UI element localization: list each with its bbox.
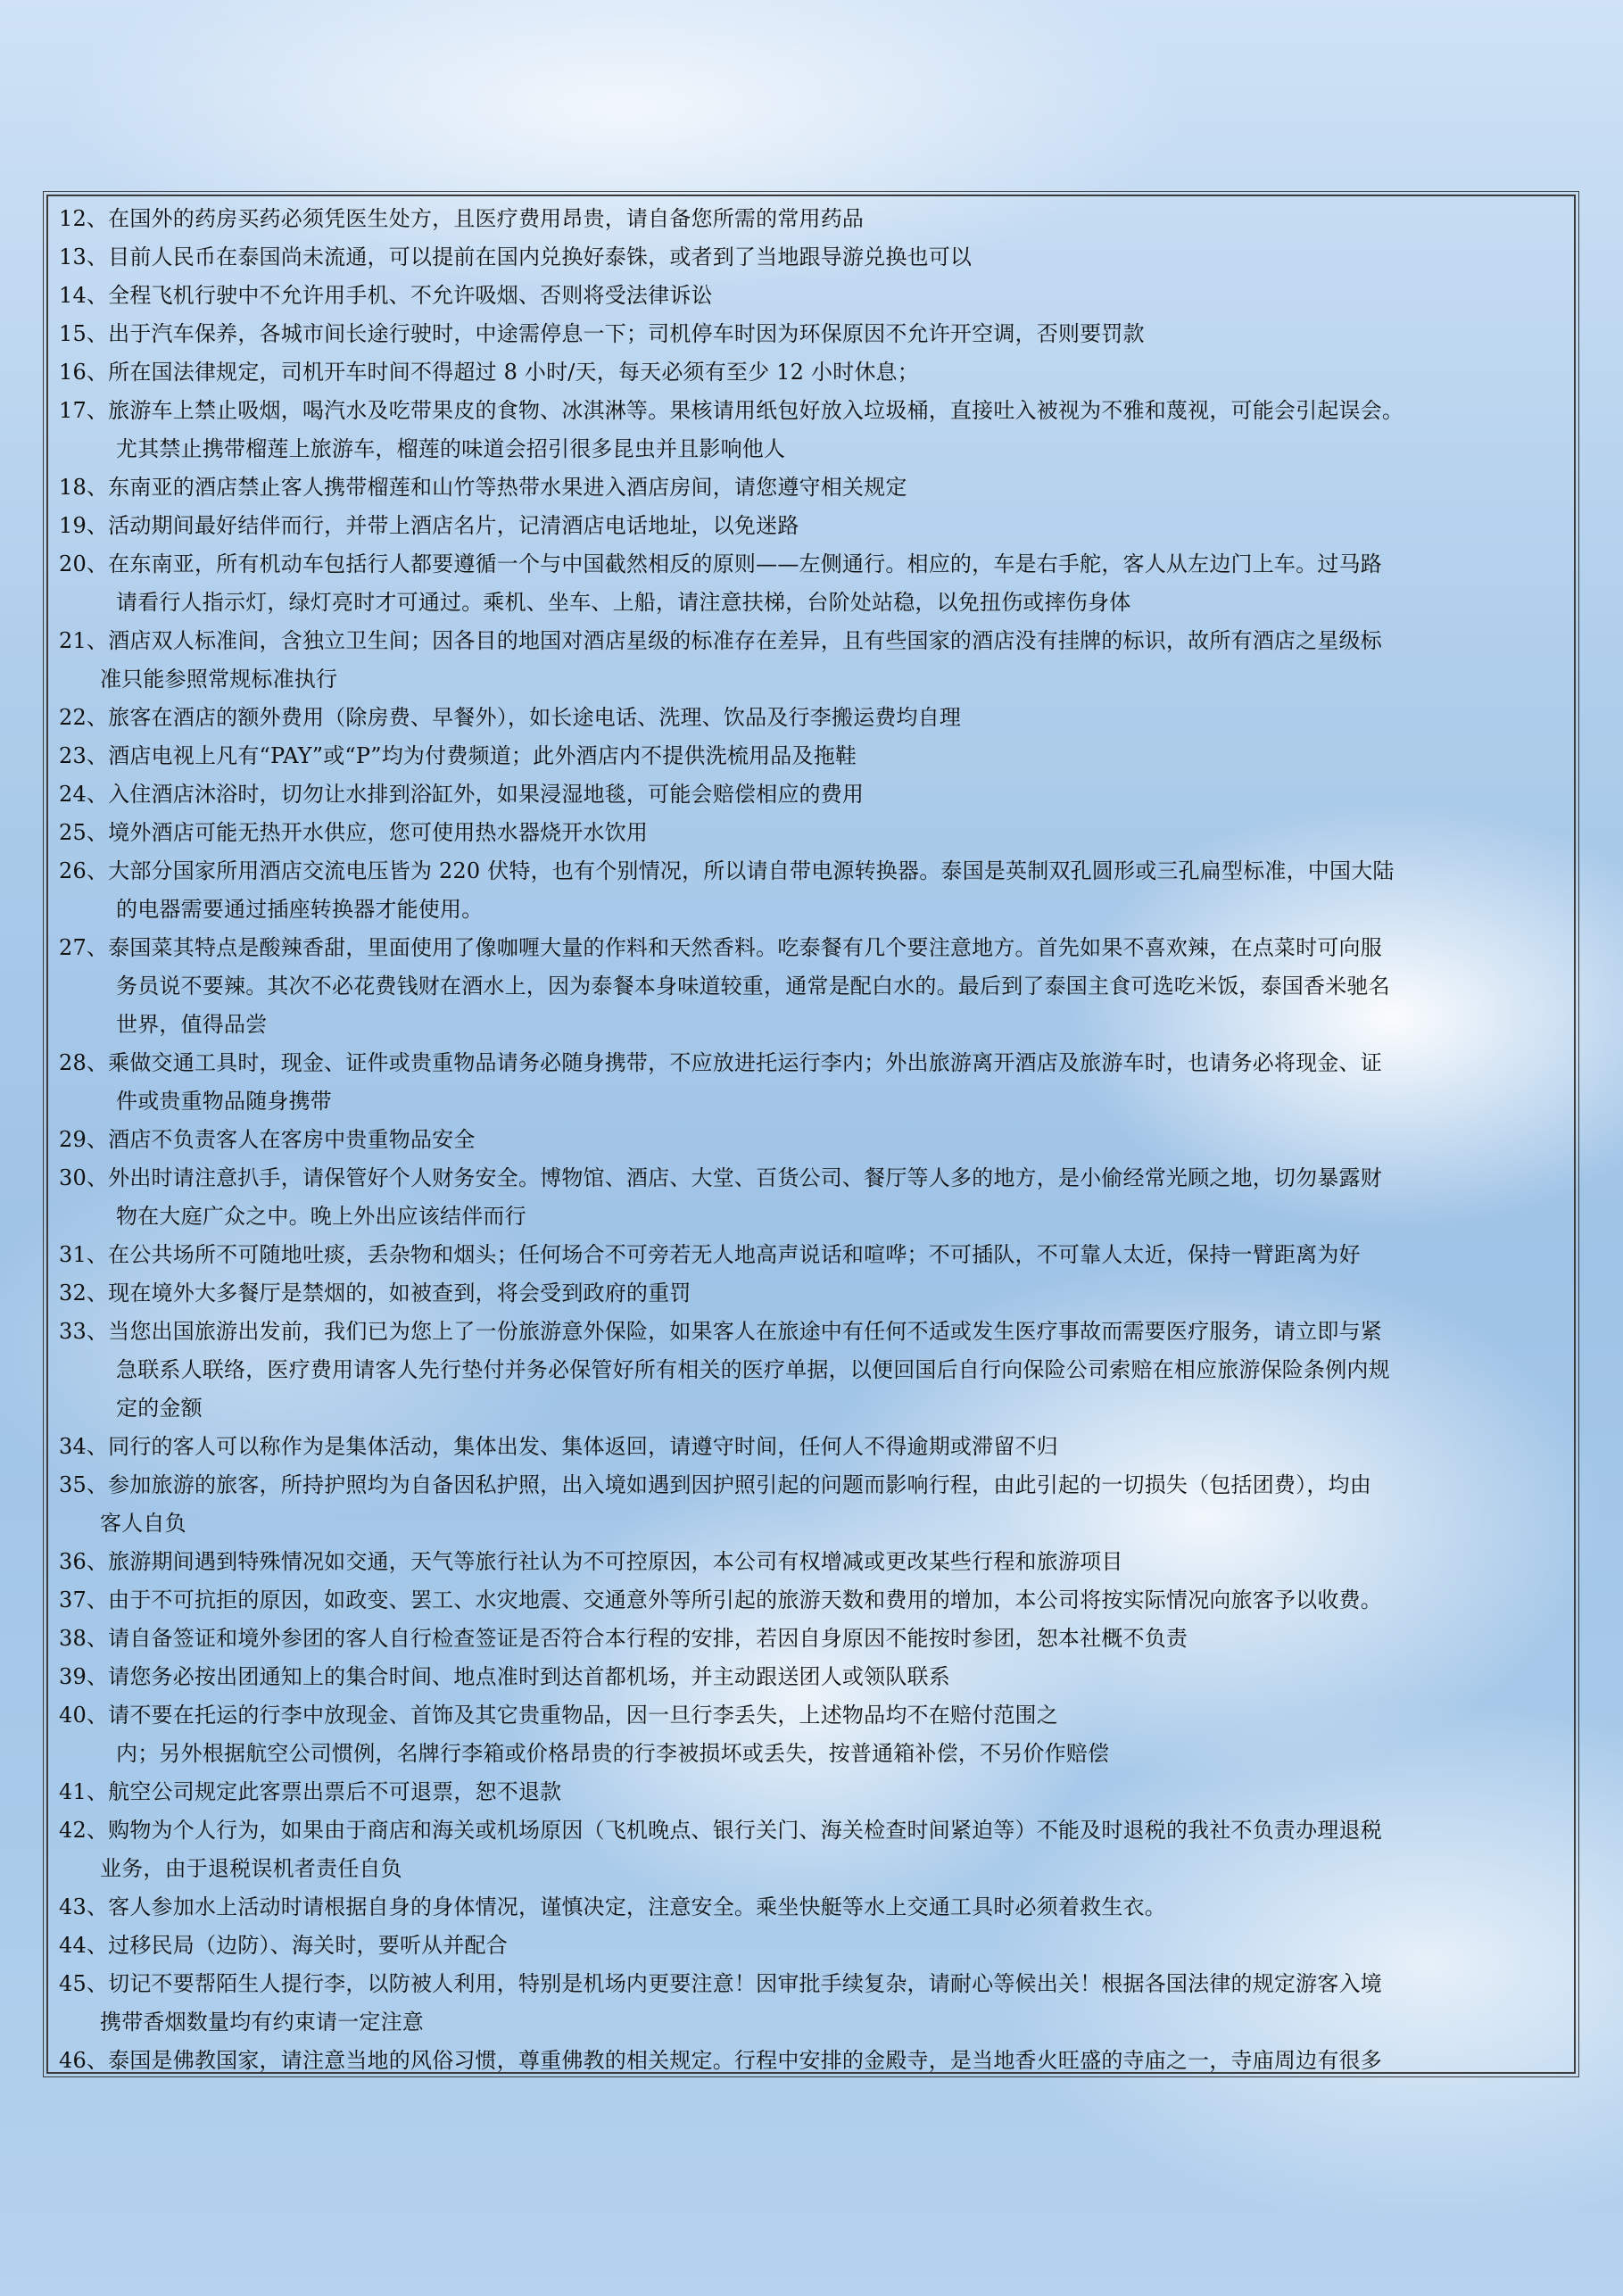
list-item: 21、酒店双人标准间，含独立卫生间；因各目的地国对酒店星级的标准存在差异，且有些国家的酒店没有挂牌的标识，故所有酒店之星级标 准只能参照常规标准执行 [59, 628, 1382, 692]
list-item: 26、大部分国家所用酒店交流电压皆为 220 伏特，也有个别情况，所以请自带电源转换器。泰国是英制双孔圆形或三孔扁型标准，中国大陆 的电器需要通过插座转换器才能使用。 [59, 858, 1395, 922]
list-item: 38、请自备签证和境外参团的客人自行检查签证是否符合本行程的安排，若因自身原因不能按时参团，恕本社概不负责 [59, 1626, 1188, 1651]
list-item: 34、同行的客人可以称作为是集体活动，集体出发、集体返回，请遵守时间，任何人不得逾期或滞留不归 [59, 1434, 1058, 1459]
list-item: 18、东南亚的酒店禁止客人携带榴莲和山竹等热带水果进入酒店房间，请您遵守相关规定 [59, 475, 907, 500]
list-item: 42、购物为个人行为，如果由于商店和海关或机场原因（飞机晚点、银行关门、海关检查时间紧迫等）不能及时退税的我社不负责办理退税 业务，由于退税误机者责任自负 [59, 1818, 1382, 1881]
list-item: 12、在国外的药房买药必须凭医生处方，且医疗费用昂贵，请自备您所需的常用药品 [59, 206, 865, 231]
list-item: 39、请您务必按出团通知上的集合时间、地点准时到达首都机场，并主动跟送团人或领队联系 [59, 1664, 950, 1689]
list-item: 31、在公共场所不可随地吐痰，丢杂物和烟头；任何场合不可旁若无人地高声说话和喧哗；不可插队，不可靠人太近，保持一臂距离为好 [59, 1242, 1361, 1267]
list-item: 36、旅游期间遇到特殊情况如交通，天气等旅行社认为不可控原因，本公司有权增减或更改某些行程和旅游项目 [59, 1549, 1123, 1574]
list-item: 32、现在境外大多餐厅是禁烟的，如被查到，将会受到政府的重罚 [59, 1281, 691, 1305]
list-item: 43、客人参加水上活动时请根据自身的身体情况，谨慎决定，注意安全。乘坐快艇等水上交通工具时必须着救生衣。 [59, 1894, 1166, 1919]
list-item: 19、活动期间最好结伴而行，并带上酒店名片，记清酒店电话地址，以免迷路 [59, 513, 799, 538]
list-item: 40、请不要在托运的行李中放现金、首饰及其它贵重物品，因一旦行李丢失，上述物品均不在赔付范围之 内；另外根据航空公司惯例，名牌行李箱或价格昂贵的行李被损坏或丢失，按普通箱补偿，不另价作赔偿 [59, 1703, 1110, 1766]
list-item: 27、泰国菜其特点是酸辣香甜，里面使用了像咖喱大量的作料和天然香料。吃泰餐有几个要注意地方。首先如果不喜欢辣，在点菜时可向服 务员说不要辣。其次不必花费钱财在酒水上，因为泰餐本身味道较重，通常是配白水的。最后到了泰国主食可选吃米饭，泰国香米驰名 世界，值得品尝 [59, 935, 1390, 1037]
list-item: 33、当您出国旅游出发前，我们已为您上了一份旅游意外保险，如果客人在旅途中有任何不适或发生医疗事故而需要医疗服务，请立即与紧 急联系人联络，医疗费用请客人先行垫付并务必保管好所有相关的医疗单据，以便回国后自行向保险公司索赔在相应旅游保险条例内规 定的金额 [59, 1319, 1390, 1421]
list-item: 41、航空公司规定此客票出票后不可退票，恕不退款 [59, 1779, 562, 1804]
list-item: 44、过移民局（边防）、海关时，要听从并配合 [59, 1933, 508, 1958]
list-item: 17、旅游车上禁止吸烟，喝汽水及吃带果皮的食物、冰淇淋等。果核请用纸包好放入垃圾桶，直接吐入被视为不雅和蔑视，可能会引起误会。 尤其禁止携带榴莲上旅游车，榴莲的味道会招引很多昆虫并且影响他人 [59, 398, 1404, 461]
list-item: 37、由于不可抗拒的原因，如政变、罢工、水灾地震、交通意外等所引起的旅游天数和费用的增加，本公司将按实际情况向旅客予以收费。 [59, 1587, 1382, 1612]
list-item: 46、泰国是佛教国家，请注意当地的风俗习惯，尊重佛教的相关规定。行程中安排的金殿寺，是当地香火旺盛的寺庙之一，寺庙周边有很多 [59, 2048, 1382, 2073]
list-item: 28、乘做交通工具时，现金、证件或贵重物品请务必随身携带，不应放进托运行李内；外出旅游离开酒店及旅游车时，也请务必将现金、证 件或贵重物品随身携带 [59, 1050, 1382, 1114]
list-item: 13、目前人民币在泰国尚未流通，可以提前在国内兑换好泰铢，或者到了当地跟导游兑换也可以 [59, 245, 973, 269]
list-item: 35、参加旅游的旅客，所持护照均为自备因私护照，出入境如遇到因护照引起的问题而影响行程，由此引起的一切损失（包括团费），均由 客人自负 [59, 1472, 1371, 1536]
list-item: 20、在东南亚，所有机动车包括行人都要遵循一个与中国截然相反的原则——左侧通行。相应的，车是右手舵，客人从左边门上车。过马路 请看行人指示灯，绿灯亮时才可通过。乘机、坐车、上船，请注意扶梯，台阶处站稳，以免扭伤或摔伤身体 [59, 551, 1382, 615]
list-item: 15、出于汽车保养，各城市间长途行驶时，中途需停息一下；司机停车时因为环保原因不允许开空调，否则要罚款 [59, 321, 1145, 346]
list-item: 25、境外酒店可能无热开水供应，您可使用热水器烧开水饮用 [59, 820, 649, 845]
notice-list [59, 200, 1567, 2080]
list-item: 30、外出时请注意扒手，请保管好个人财务安全。博物馆、酒店、大堂、百货公司、餐厅等人多的地方，是小偷经常光顾之地，切勿暴露财 物在大庭广众之中。晚上外出应该结伴而行 [59, 1165, 1382, 1229]
list-item: 14、全程飞机行驶中不允许用手机、不允许吸烟、否则将受法律诉讼 [59, 283, 713, 308]
list-item: 29、酒店不负责客人在客房中贵重物品安全 [59, 1127, 476, 1152]
list-item: 16、所在国法律规定，司机开车时间不得超过 8 小时/天，每天必须有至少 12 小时休息； [59, 360, 919, 385]
list-item: 24、入住酒店沐浴时，切勿让水排到浴缸外，如果浸湿地毯，可能会赔偿相应的费用 [59, 782, 865, 807]
list-item: 22、旅客在酒店的额外费用（除房费、早餐外），如长途电话、洗理、饮品及行李搬运费均自理 [59, 705, 962, 730]
list-item: 45、切记不要帮陌生人提行李，以防被人利用，特别是机场内更要注意！因审批手续复杂，请耐心等候出关！根据各国法律的规定游客入境 携带香烟数量均有约束请一定注意 [59, 1971, 1382, 2035]
list-item: 23、酒店电视上凡有“PAY”或“P”均为付费频道；此外酒店内不提供洗梳用品及拖鞋 [59, 743, 857, 768]
